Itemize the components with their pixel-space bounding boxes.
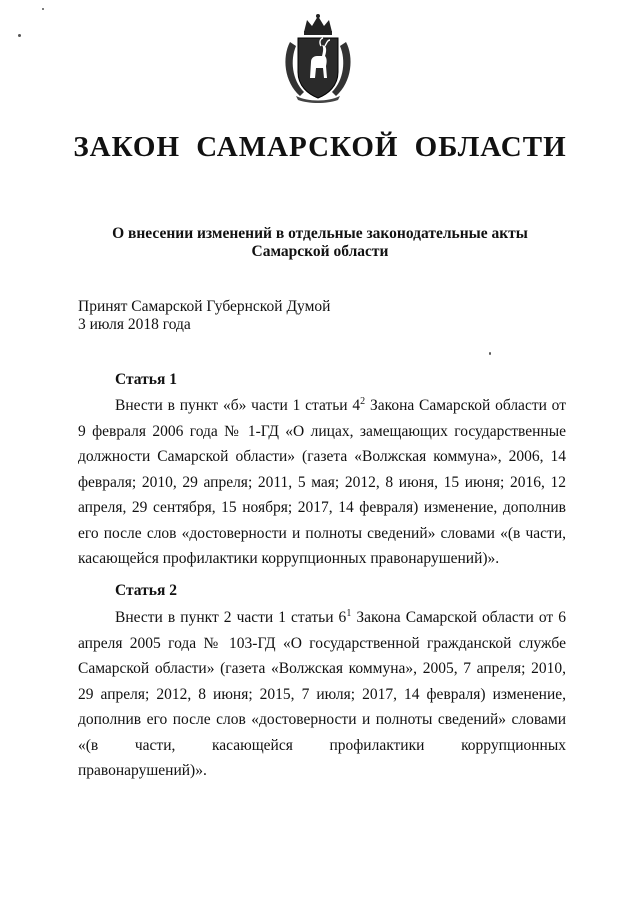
- article-1-text-part-1: Внести в пункт «б» части 1 статьи 4: [115, 397, 361, 414]
- scan-speck: [18, 34, 21, 37]
- law-subtitle-line-2: Самарской области: [251, 243, 389, 260]
- article-2-superscript: 1: [346, 608, 352, 619]
- article-1-text-part-2: Закона Самарской области от 9 февраля 2006 года № 1-ГД «О лицах, замещающих государственные должности Самарской области» (газета «Волжская коммуна», 2006, 14 февраля; 2010, 29 апреля; 2011, 5 мая; 2012, 8 июня, 15 июня; 2016, 12 апреля, 29 сентября, 15 ноября; 2017, 14 февраля) изменение, дополнив его после слов «достоверности и полноты сведений» словами «(в части, касающейся профилактики коррупционных правонарушений)».: [78, 397, 567, 567]
- article-2-text-part-2: Закона Самарской области от 6 апреля 2005 года № 103-ГД «О государственной гражданской службе Самарской области» (газета «Волжская коммуна», 2005, 7 апреля; 2010, 29 апреля; 2012, 8 июня; 2015, 7 июля; 2017, 14 февраля) изменение, дополнив его после слов «достоверности и полноты сведений» словами «(в части, касающейся профилактики коррупционных правонарушений)».: [78, 609, 566, 779]
- law-subtitle-line-1: О внесении изменений в отдельные законодательные акты: [112, 225, 528, 242]
- scan-speck: [489, 352, 491, 355]
- article-2-heading: Статья 2: [115, 582, 177, 599]
- adoption-body: Принят Самарской Губернской Думой: [78, 298, 331, 315]
- law-subtitle: [60, 225, 580, 261]
- adoption-info: [78, 298, 330, 334]
- law-title: ЗАКОН САМАРСКОЙ ОБЛАСТИ: [73, 131, 567, 163]
- article-2-text-part-1: Внести в пункт 2 части 1 статьи 6: [115, 609, 347, 626]
- article-1-superscript: 2: [360, 396, 366, 407]
- article-2-text: [78, 605, 566, 784]
- scan-speck: [42, 8, 44, 10]
- adoption-date: 3 июля 2018 года: [78, 316, 191, 333]
- article-1-text: [78, 393, 566, 572]
- article-1-heading: Статья 1: [115, 371, 177, 388]
- samara-oblast-coat-of-arms-icon: [280, 12, 356, 104]
